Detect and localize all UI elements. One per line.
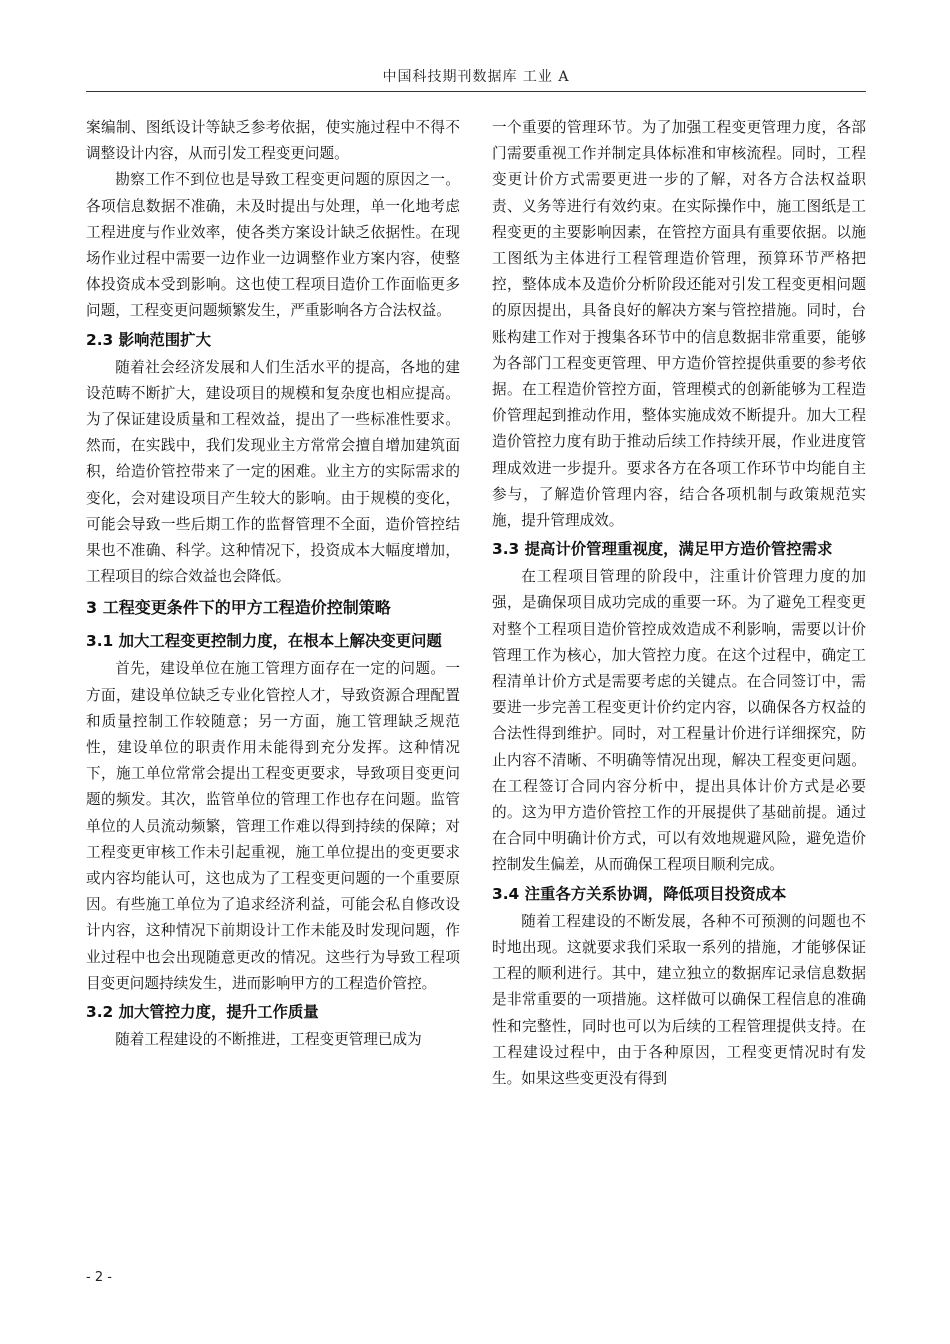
paragraph: 在工程项目管理的阶段中，注重计价管理力度的加强，是确保项目成功完成的重要一环。为了避免工程变更对整个工程项目造价管控成效造成不利影响，需要以计价管理工作为核心，加大管控力度。在这个过程中，确定工程清单计价方式是需要考虑的关键点。在合同签订中，需要进一步完善工程变更计价约定内容，以确保各方权益的合法性得到维护。同时，对工程量计价进行详细探究，防止内容不清晰、不明确等情况出现，解决工程变更问题。在工程签订合同内容分析中，提出具体计价方式是必要的。这为甲方造价管控工作的开展提供了基础前提。通过在合同中明确计价方式，可以有效地规避风险，避免造价控制发生偏差，从而确保工程项目顺利完成。 (492, 568, 866, 874)
section-heading-3-4: 3.4 注重各方关系协调，降低项目投资成本 (492, 884, 787, 903)
right-column (492, 115, 866, 1092)
paragraph: 随着社会经济发展和人们生活水平的提高，各地的建设范畴不断扩大，建设项目的规模和复杂度也相应提高。为了保证建设质量和工程效益，提出了一些标准性要求。然而，在实践中，我们发现业主方常常会擅自增加建筑面积，给造价管控带来了一定的困难。业主方的实际需求的变化，会对建设项目产生较大的影响。由于规模的变化，可能会导致一些后期工作的监督管理不全面，造价管控结果也不准确、科学。这种情况下，投资成本大幅度增加，工程项目的综合效益也会降低。 (86, 358, 460, 586)
paragraph: 随着工程建设的不断推进，工程变更管理已成为 (115, 1031, 422, 1049)
paragraph: 一个重要的管理环节。为了加强工程变更管理力度，各部门需要重视工作并制定具体标准和审核流程。同时，工程变更计价方式需要更进一步的了解，对各方合法权益职责、义务等进行有效约束。在实际操作中，施工图纸是工程变更的主要影响因素，在管控方面具有重要依据。以施工图纸为主体进行工程管理造价管理，预算环节严格把控，整体成本及造价分析阶段还能对引发工程变更相问题的原因提出，具备良好的解决方案与管控措施。同时，台账构建工作对于搜集各环节中的信息数据非常重要，能够为各部门工程变更管理、甲方造价管控提供重要的参考依据。在工程造价管控方面，管理模式的创新能够为工程造价管理起到推动作用，整体实施成效不断提升。加大工程造价管控力度有助于推动后续工作持续开展，作业进度管理成效进一步提升。要求各方在各项工作环节中均能自主参与，了解造价管理内容，结合各项机制与政策规范实施，提升管理成效。 (492, 119, 866, 530)
paragraph: 随着工程建设的不断发展，各种不可预测的问题也不时地出现。这就要求我们采取一系列的措施，才能够保证工程的顺利进行。其中，建立独立的数据库记录信息数据是非常重要的一项措施。这样做可以确保工程信息的准确性和完整性，同时也可以为后续的工程管理提供支持。在工程建设过程中，由于各种原因，工程变更情况时有发生。如果这些变更没有得到 (492, 912, 866, 1087)
section-heading-3-1: 3.1 加大工程变更控制力度，在根本上解决变更问题 (86, 632, 442, 651)
header-divider (86, 91, 866, 92)
left-column (86, 115, 460, 1053)
section-heading-3: 3 工程变更条件下的甲方工程造价控制策略 (86, 598, 391, 618)
paragraph: 勘察工作不到位也是导致工程变更问题的原因之一。各项信息数据不准确，未及时提出与处理，单一化地考虑工程进度与作业效率，使各类方案设计缺乏依据性。在现场作业过程中需要一边作业一边调整作业方案内容，使整体投资成本受到影响。这也使工程项目造价工作面临更多问题，工程变更问题频繁发生，严重影响各方合法权益。 (86, 171, 460, 320)
section-heading-3-2: 3.2 加大管控力度，提升工作质量 (86, 1003, 319, 1022)
paragraph: 案编制、图纸设计等缺乏参考依据，使实施过程中不得不调整设计内容，从而引发工程变更问题。 (86, 119, 460, 163)
section-heading-2-3: 2.3 影响范围扩大 (86, 330, 211, 349)
page-number: - 2 - (86, 1270, 112, 1285)
journal-header: 中国科技期刊数据库 工业 A (382, 69, 570, 85)
paragraph: 首先，建设单位在施工管理方面存在一定的问题。一方面，建设单位缺乏专业化管控人才，导致资源合理配置和质量控制工作较随意；另一方面，施工管理缺乏规范性，建设单位的职责作用未能得到充分发挥。这种情况下，施工单位常常会提出工程变更要求，导致项目变更问题的频发。其次，监管单位的管理工作也存在问题。监管单位的人员流动频繁，管理工作难以得到持续的保障；对工程变更审核工作未引起重视，施工单位提出的变更要求或内容均能认可，这也成为了工程变更问题的一个重要原因。有些施工单位为了追求经济利益，可能会私自修改设计内容，这种情况下前期设计工作未能及时发现问题，作业过程中也会出现随意更改的情况。这些行为导致工程项目变更问题持续发生，进而影响甲方的工程造价管控。 (86, 660, 460, 992)
section-heading-3-3: 3.3 提高计价管理重视度，满足甲方造价管控需求 (492, 540, 833, 559)
